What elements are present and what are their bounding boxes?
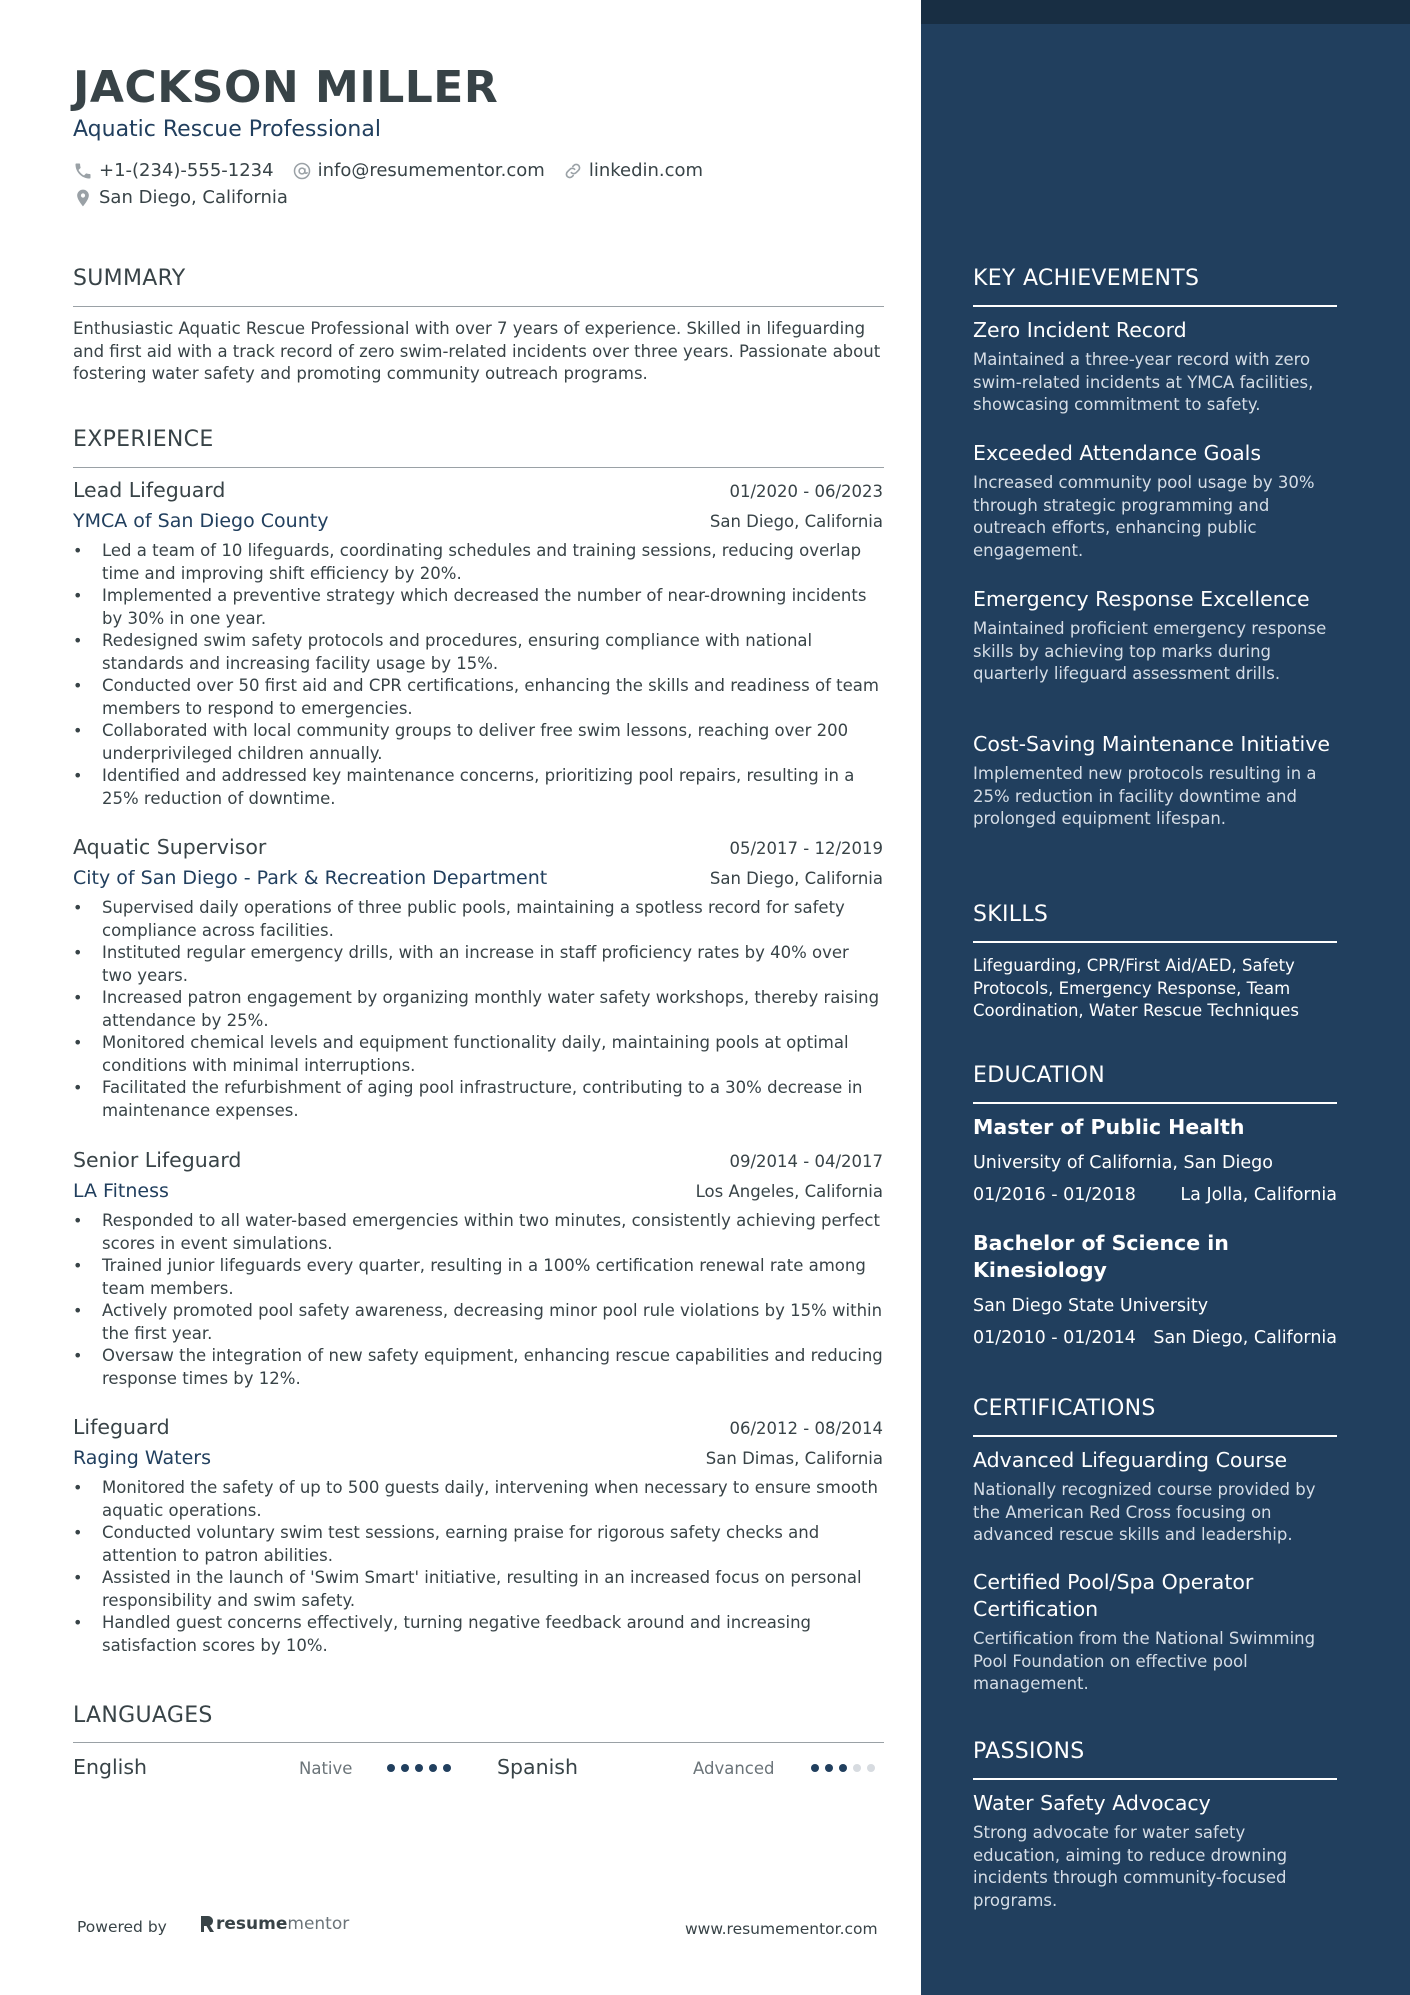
skills-heading: SKILLS (973, 902, 1049, 927)
language-level: Native (299, 1759, 353, 1778)
at-icon (292, 161, 312, 181)
job-bullets (73, 540, 883, 810)
job-dates: 05/2017 - 12/2019 (729, 839, 883, 858)
job-bullet: • Supervised daily operations of three public pools, maintaining a spotless record for safety compliance across facilities. (73, 897, 883, 942)
proficiency-dot (853, 1764, 861, 1772)
achievement-text: Increased community pool usage by 30% through strategic programming and outreach efforts, enhancing public engagement. (973, 473, 1315, 560)
job-bullets (73, 1477, 883, 1657)
language-proficiency-dots (387, 1764, 457, 1772)
certification-item (973, 1569, 1337, 1696)
education-heading: EDUCATION (973, 1063, 1106, 1088)
job-bullet: • Monitored the safety of up to 500 guests daily, intervening when necessary to ensure smooth aquatic operations. (73, 1477, 883, 1522)
powered-by-label: Powered by (77, 1918, 167, 1936)
achievement-item (973, 440, 1337, 562)
contact-location (73, 187, 288, 208)
job-bullet: • Responded to all water-based emergencies within two minutes, consistently achieving perfect scores in event simulations. (73, 1210, 883, 1255)
language-proficiency-dots (811, 1764, 881, 1772)
sidebar-top-bar (921, 0, 1410, 24)
phone-icon (73, 161, 93, 181)
resumementor-logo[interactable] (198, 1914, 349, 1934)
education-dates: 01/2016 - 01/2018 (973, 1185, 1136, 1205)
location-text: San Diego, California (99, 187, 288, 208)
job-bullet: • Facilitated the refurbishment of aging pool infrastructure, contributing to a 30% decrease in maintenance expenses. (73, 1077, 883, 1122)
experience-divider (73, 467, 884, 468)
proficiency-dot (401, 1764, 409, 1772)
language-level: Advanced (693, 1759, 775, 1778)
languages-divider (73, 1742, 884, 1743)
email-text: info@resumementor.com (317, 160, 545, 181)
proficiency-dot (867, 1764, 875, 1772)
summary-text: Enthusiastic Aquatic Rescue Professional with over 7 years of experience. Skilled in lifeguarding and first aid with a track record of zero swim-related incidents over three years. Passionate about fostering water safety and promoting community outreach programs. (73, 319, 881, 383)
passions-heading: PASSIONS (973, 1739, 1085, 1764)
job-bullet: • Actively promoted pool safety awareness, decreasing minor pool rule violations by 15% within the first year. (73, 1300, 883, 1345)
passion-title: Water Safety Advocacy (973, 1791, 1211, 1815)
job-company: LA Fitness (73, 1180, 169, 1202)
certification-text: Certification from the National Swimming Pool Foundation on effective pool management. (973, 1629, 1316, 1693)
location-pin-icon (73, 188, 93, 208)
job-bullet: • Led a team of 10 lifeguards, coordinating schedules and training sessions, reducing overlap time and improving shift efficiency by 20%. (73, 540, 883, 585)
language-name: English (73, 1755, 148, 1779)
job-bullet: • Handled guest concerns effectively, turning negative feedback around and increasing satisfaction scores by 10%. (73, 1612, 883, 1657)
passion-item (973, 1790, 1337, 1912)
job-bullet: • Conducted voluntary swim test sessions, earning praise for rigorous safety checks and attention to patron abilities. (73, 1522, 883, 1567)
certification-title: Certified Pool/Spa Operator Certification (973, 1570, 1254, 1621)
skills-text: Lifeguarding, CPR/First Aid/AED, Safety Protocols, Emergency Response, Team Coordination, Water Rescue Techniques (973, 956, 1300, 1020)
certification-text: Nationally recognized course provided by the American Red Cross focusing on advanced rescue skills and leadership. (973, 1480, 1316, 1544)
achievement-item (973, 586, 1337, 686)
achievement-item (973, 317, 1337, 417)
certification-title: Advanced Lifeguarding Course (973, 1448, 1288, 1472)
contact-phone[interactable] (73, 160, 274, 181)
job-bullet: • Increased patron engagement by organizing monthly water safety workshops, thereby raising attendance by 25%. (73, 987, 883, 1032)
achievement-item (973, 731, 1337, 831)
education-location: La Jolla, California (1180, 1185, 1337, 1205)
job-entry (73, 835, 883, 1122)
proficiency-dot (387, 1764, 395, 1772)
proficiency-dot (443, 1764, 451, 1772)
job-title: Aquatic Supervisor (73, 835, 267, 859)
job-bullet: • Monitored chemical levels and equipment functionality daily, maintaining pools at optimal conditions with minimal interruptions. (73, 1032, 883, 1077)
logo-text-bold: resume (216, 1914, 288, 1934)
certifications-divider (973, 1435, 1337, 1437)
skills-divider (973, 941, 1337, 943)
contact-row (73, 160, 721, 181)
logo-text-light: mentor (287, 1914, 350, 1934)
job-bullet: • Implemented a preventive strategy which decreased the number of near-drowning incidents by 30% in one year. (73, 585, 883, 630)
achievement-text: Maintained a three-year record with zero swim-related incidents at YMCA facilities, showcasing commitment to safety. (973, 350, 1314, 414)
summary-divider (73, 306, 884, 307)
linkedin-text: linkedin.com (588, 160, 704, 181)
proficiency-dot (429, 1764, 437, 1772)
phone-text: +1-(234)-555-1234 (99, 160, 274, 181)
job-title: Senior Lifeguard (73, 1148, 242, 1172)
achievement-title: Cost-Saving Maintenance Initiative (973, 732, 1330, 756)
job-bullet: • Assisted in the launch of 'Swim Smart' initiative, resulting in an increased focus on personal responsibility and swim safety. (73, 1567, 883, 1612)
job-location: Los Angeles, California (695, 1182, 883, 1201)
job-location: San Diego, California (709, 869, 883, 888)
job-entry (73, 1415, 883, 1657)
job-company: City of San Diego - Park & Recreation Department (73, 867, 548, 889)
education-degree: Master of Public Health (973, 1115, 1245, 1139)
education-school: University of California, San Diego (973, 1153, 1273, 1173)
education-school: San Diego State University (973, 1296, 1209, 1316)
proficiency-dot (811, 1764, 819, 1772)
job-bullets (73, 897, 883, 1122)
achievement-title: Exceeded Attendance Goals (973, 441, 1262, 465)
job-title: Lead Lifeguard (73, 478, 226, 502)
education-item (973, 1114, 1337, 1205)
summary-heading: SUMMARY (73, 266, 186, 291)
language-name: Spanish (497, 1755, 578, 1779)
passions-divider (973, 1778, 1337, 1780)
job-dates: 01/2020 - 06/2023 (729, 482, 883, 501)
job-dates: 06/2012 - 08/2014 (729, 1419, 883, 1438)
languages-heading: LANGUAGES (73, 1703, 213, 1728)
job-entry (73, 478, 883, 810)
achievement-title: Emergency Response Excellence (973, 587, 1310, 611)
job-bullet: • Instituted regular emergency drills, with an increase in staff proficiency rates by 40% over two years. (73, 942, 883, 987)
education-location: San Diego, California (1153, 1328, 1337, 1348)
achievement-text: Implemented new protocols resulting in a 25% reduction in facility downtime and prolonged equipment lifespan. (973, 764, 1317, 828)
achievements-divider (973, 305, 1337, 307)
job-bullet: • Identified and addressed key maintenance concerns, prioritizing pool repairs, resulting in a 25% reduction of downtime. (73, 765, 883, 810)
job-bullet: • Redesigned swim safety protocols and procedures, ensuring compliance with national standards and increasing facility usage by 15%. (73, 630, 883, 675)
job-company: YMCA of San Diego County (73, 510, 329, 532)
sidebar-column (921, 0, 1410, 1995)
job-title: Lifeguard (73, 1415, 170, 1439)
job-bullet: • Trained junior lifeguards every quarter, resulting in a 100% certification renewal rate among team members. (73, 1255, 883, 1300)
job-company: Raging Waters (73, 1447, 211, 1469)
education-item (973, 1230, 1337, 1348)
proficiency-dot (839, 1764, 847, 1772)
education-divider (973, 1102, 1337, 1104)
achievement-title: Zero Incident Record (973, 318, 1187, 342)
experience-heading: EXPERIENCE (73, 427, 214, 452)
website-link[interactable]: www.resumementor.com (685, 1920, 878, 1938)
certifications-heading: CERTIFICATIONS (973, 1396, 1156, 1421)
candidate-role: Aquatic Rescue Professional (73, 117, 381, 142)
job-dates: 09/2014 - 04/2017 (729, 1152, 883, 1171)
job-bullet: • Collaborated with local community groups to deliver free swim lessons, reaching over 200 underprivileged children annually. (73, 720, 883, 765)
job-entry (73, 1148, 883, 1390)
proficiency-dot (415, 1764, 423, 1772)
link-icon (563, 161, 583, 181)
job-bullets (73, 1210, 883, 1390)
achievement-text: Maintained proficient emergency response skills by achieving top marks during quarterly lifeguard assessment drills. (973, 619, 1327, 683)
proficiency-dot (825, 1764, 833, 1772)
certification-item (973, 1447, 1337, 1547)
job-bullet: • Oversaw the integration of new safety equipment, enhancing rescue capabilities and reducing response times by 12%. (73, 1345, 883, 1390)
education-dates: 01/2010 - 01/2014 (973, 1328, 1136, 1348)
resumementor-logo-icon (198, 1914, 216, 1934)
job-location: San Diego, California (709, 512, 883, 531)
contact-email[interactable] (292, 160, 545, 181)
education-degree: Bachelor of Science in Kinesiology (973, 1231, 1229, 1282)
achievements-heading: KEY ACHIEVEMENTS (973, 266, 1200, 291)
contact-linkedin[interactable] (563, 160, 703, 181)
job-location: San Dimas, California (705, 1449, 883, 1468)
job-bullet: • Conducted over 50 first aid and CPR certifications, enhancing the skills and readiness of team members to respond to emergencies. (73, 675, 883, 720)
candidate-name: JACKSON MILLER (73, 62, 499, 113)
passion-text: Strong advocate for water safety education, aiming to reduce drowning incidents through community-focused programs. (973, 1823, 1288, 1910)
contact-row-2 (73, 187, 306, 208)
